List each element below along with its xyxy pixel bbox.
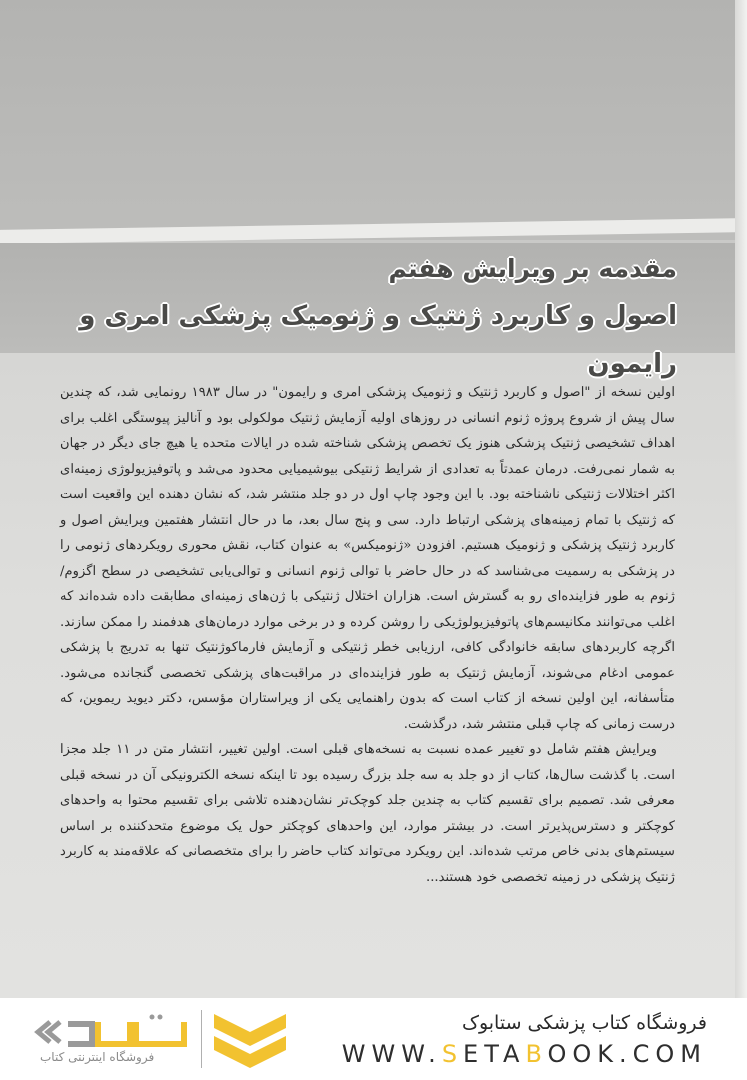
url-part: OOK.COM — [547, 1040, 707, 1068]
setabook-wordmark-logo — [34, 1014, 194, 1050]
page-edge — [735, 0, 747, 1000]
url-part-highlight: B — [525, 1040, 548, 1068]
logo-tagline: فروشگاه اینترنتی کتاب — [40, 1050, 155, 1064]
store-banner — [0, 998, 747, 1080]
heading-line-1: مقدمه بر ویرایش هفتم — [388, 254, 677, 283]
url-part: WWW. — [341, 1040, 442, 1068]
chapter-heading — [0, 246, 677, 388]
url-part: ETA — [463, 1040, 526, 1068]
url-part-highlight: S — [441, 1040, 464, 1068]
page-top-gray-band — [0, 0, 747, 240]
logo-divider — [201, 1010, 202, 1068]
paragraph-1: اولین نسخه از "اصول و کاربرد ژنتیک و ژنومیک پزشکی امری و رایمون" در سال ۱۹۸۳ رونمایی شد، که چندین سال پیش از شروع پروژه ژنوم انسانی در روزهای اولیه آزمایش ژنتیک مولکولی بود و آنالیز پیوستگی اغلب برای اهداف تشخیصی ژنتیک پزشکی هنوز یک تخصص پزشکی شناخته شده در ایالات متحده یا هیچ جای دیگر در جهان به شمار نمی‌رفت. درمان عمدتاً به تعدادی از شرایط ژنتیکی بیوشیمیایی محدود می‌شد و پاتوفیزیولوژی زمینه‌ای اکثر اختلالات ژنتیکی ناشناخته بود. با این وجود چاپ اول در دو جلد منتشر شد، که نشان دهنده این واقعیت است که ژنتیک با تمام زمینه‌های پزشکی ارتباط دارد. سی و پنج سال بعد، ما در حال انتشار هفتمین ویرایش اصول و کاربرد ژنتیک پزشکی و ژنومیک هستیم. افزودن «ژنومیکس» به عنوان کتاب، نقش محوری رویکردهای ژنومی را در پزشکی به رسمیت می‌شناسد که در حال حاضر با توالی ژنوم انسانی و توالی‌یابی تشخیصی در سطح اگزوم/ژنوم به طور فزاینده‌ای رو به گسترش است. هزاران اختلال ژنتیکی با ژن‌های زمینه‌ای مطابقت داده شده‌اند که اغلب می‌توانند مکانیسم‌های پاتوفیزیولوژیکی را روشن کرده و در برخی موارد درمان‌های هدفمند را ممکن سازند. اگرچه کاربردهای سابقه خانوادگی کافی، ارزیابی خطر ژنتیکی و آزمایش فارماکوژنتیک تنها به تدریج با پزشکی عمومی ادغام می‌شوند، آزمایش ژنتیک به طور فزاینده‌ای در مراقبت‌های پزشکی تخصصی گنجانده می‌شود. متأسفانه، این اولین نسخه از کتاب است که بدون راهنمایی یکی از ویراستاران مؤسس، دکتر دیوید ریموین، که درست زمانی که چاپ قبلی منتشر شد، درگذشت. — [60, 385, 675, 732]
logo-chevron-icon — [214, 1010, 286, 1070]
body-text — [60, 380, 675, 890]
store-url[interactable] — [342, 1040, 707, 1068]
heading-line-2: اصول و کاربرد ژنتیک و ژنومیک پزشکی امری و رایمون — [79, 301, 677, 379]
store-title: فروشگاه کتاب پزشکی ستابوک — [461, 1012, 707, 1034]
paragraph-2: ویرایش هفتم شامل دو تغییر عمده نسبت به نسخه‌های قبلی است. اولین تغییر، انتشار متن در ۱۱ جلد مجزا است. با گذشت سال‌ها، کتاب از دو جلد به سه جلد بزرگ رسیده بود تا اینکه نسخه الکترونیکی آن در نسخه قبلی معرفی شد. تصمیم برای تقسیم کتاب به چندین جلد کوچک‌تر نشان‌دهنده تلاشی برای تقسیم محتوا به واحدهای کوچکتر و دسترس‌پذیرتر است. در بیشتر موارد، این واحدهای کوچکتر حول یک موضوع متحدکننده بر اساس سیستم‌های بدنی خاص مرتب شده‌اند. این رویکرد می‌تواند کتاب حاضر را برای متخصصانی که علاقه‌مند به کاربرد ژنتیک پزشکی در زمینه تخصصی خود هستند... — [60, 742, 675, 885]
